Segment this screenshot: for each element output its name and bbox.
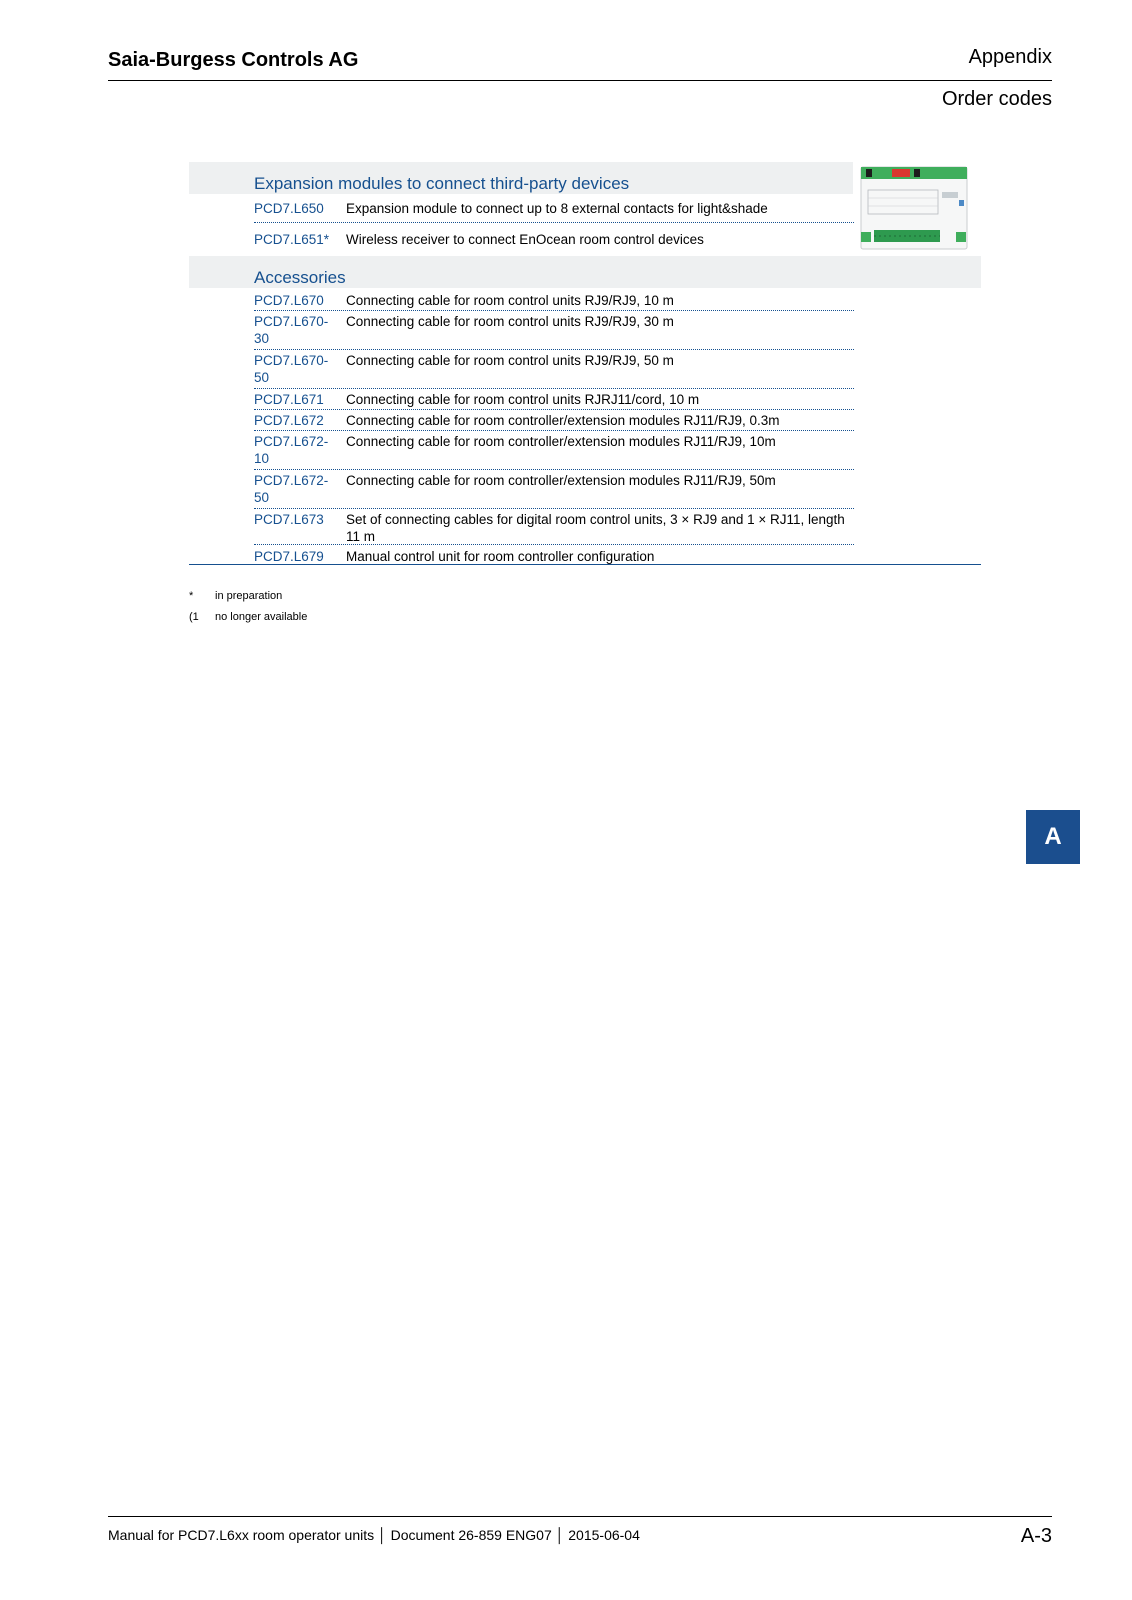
footer-document-info: Manual for PCD7.L6xx room operator units │ Document 26-859 ENG07 │ 2015-06-04: [108, 1527, 640, 1543]
order-description: Connecting cable for room controller/extension modules RJ11/RJ9, 50m: [346, 473, 776, 488]
order-description: Connecting cable for room control units RJ9/RJ9, 50 m: [346, 353, 674, 368]
table-row: [254, 200, 854, 223]
order-description: Connecting cable for room controller/extension modules RJ11/RJ9, 0.3m: [346, 413, 780, 428]
order-description: Wireless receiver to connect EnOcean room control devices: [346, 232, 704, 247]
accessories-section-title: Accessories: [254, 268, 346, 287]
table-row: [254, 352, 854, 389]
footnote-mark: *: [189, 590, 194, 602]
header-divider: [108, 80, 1052, 81]
order-code: PCD7.L671: [254, 392, 324, 407]
subsection-title: Order codes: [941, 88, 1052, 110]
table-row: [254, 231, 854, 251]
order-description: Connecting cable for room control units RJ9/RJ9, 10 m: [346, 293, 674, 308]
order-description: Expansion module to connect up to 8 external contacts for light&shade: [346, 201, 768, 216]
order-code: PCD7.L672-50: [254, 473, 329, 505]
order-description: Connecting cable for room controller/extension modules RJ11/RJ9, 10m: [346, 434, 776, 449]
order-description: Set of connecting cables for digital room control units, 3 × RJ9 and 1 × RJ11, length 11 m: [346, 512, 845, 544]
footnote-text: in preparation: [215, 590, 283, 602]
order-code: PCD7.L672: [254, 413, 324, 428]
order-description: Connecting cable for room control units RJRJ11/cord, 10 m: [346, 392, 700, 407]
order-description: Manual control unit for room controller configuration: [346, 549, 655, 564]
company-name: Saia-Burgess Controls AG: [108, 49, 359, 71]
table-row: [254, 313, 854, 350]
order-code: PCD7.L670: [254, 293, 324, 308]
order-code: PCD7.L679: [254, 549, 324, 564]
footnote-text: no longer available: [215, 611, 308, 623]
table-end-rule: [189, 564, 981, 565]
order-code: PCD7.L651*: [254, 232, 330, 247]
expansion-section-title: Expansion modules to connect third-party devices: [254, 174, 630, 193]
order-code: PCD7.L670-50: [254, 353, 329, 385]
order-code: PCD7.L670-30: [254, 314, 329, 346]
table-row: [254, 391, 854, 410]
table-row: [254, 548, 854, 565]
appendix-tab-marker: A: [1026, 810, 1080, 864]
table-row: [254, 433, 854, 470]
table-row: [254, 472, 854, 509]
order-description: Connecting cable for room control units RJ9/RJ9, 30 m: [346, 314, 674, 329]
footer-divider: [108, 1516, 1052, 1517]
pcd7-l650-module-icon: [860, 166, 968, 250]
order-code: PCD7.L650: [254, 201, 324, 216]
table-row: [254, 292, 854, 311]
table-row: [254, 511, 854, 545]
table-row: [254, 412, 854, 431]
order-code: PCD7.L673: [254, 512, 324, 527]
order-code: PCD7.L672-10: [254, 434, 329, 466]
page-number: A-3: [1020, 1525, 1052, 1547]
section-title: Appendix: [968, 46, 1052, 68]
footnote-mark: (1: [189, 611, 199, 623]
